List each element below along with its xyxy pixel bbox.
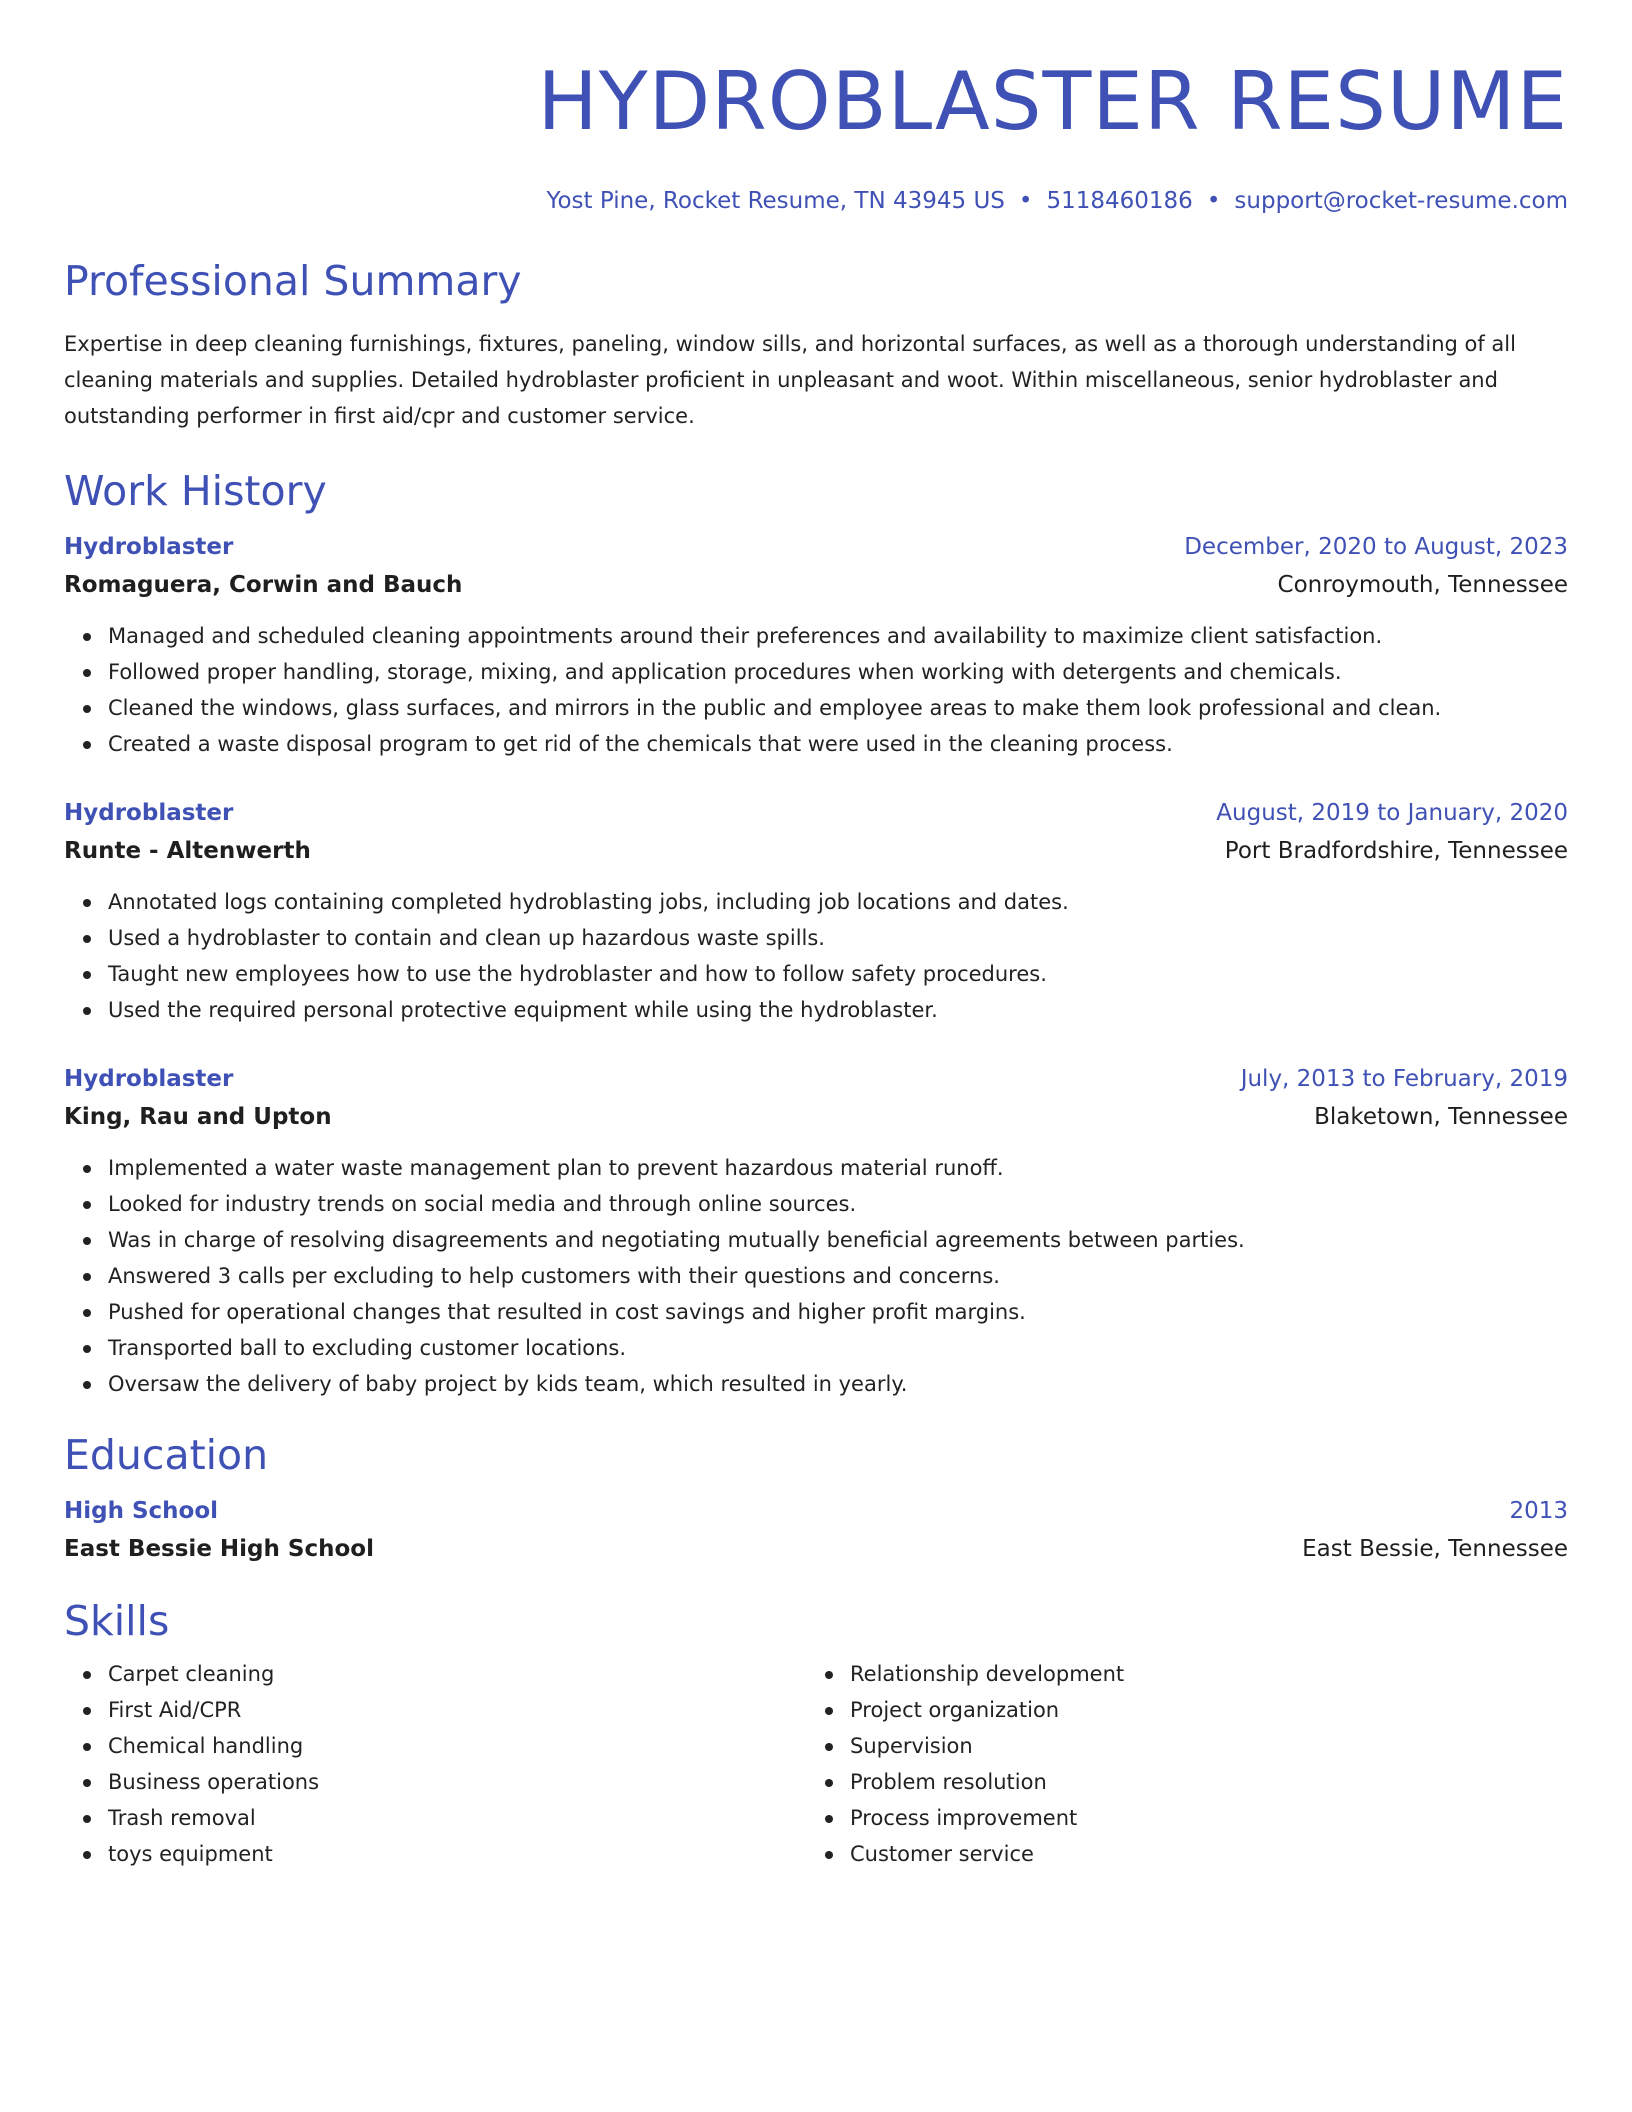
skill-item: Relationship development (850, 1656, 1548, 1692)
job-bullet: Oversaw the delivery of baby project by kids team, which resulted in yearly. (108, 1366, 1568, 1402)
job-company: King, Rau and Upton (64, 1104, 332, 1130)
skills-column-left (64, 1656, 806, 1872)
skill-item: Customer service (850, 1836, 1548, 1872)
job-bullet: Was in charge of resolving disagreements and negotiating mutually beneficial agreements between parties. (108, 1222, 1568, 1258)
job-bullet: Followed proper handling, storage, mixing, and application procedures when working with detergents and chemicals. (108, 654, 1568, 690)
skill-item: Process improvement (850, 1800, 1548, 1836)
job-role: Hydroblaster (64, 534, 234, 560)
skill-item: Chemical handling (108, 1728, 806, 1764)
contact-email: support@rocket-resume.com (1234, 188, 1568, 214)
work-history-heading: Work History (64, 467, 327, 515)
skill-item: Business operations (108, 1764, 806, 1800)
skills-bullets (64, 1656, 806, 1872)
job-role: Hydroblaster (64, 1066, 234, 1092)
job-bullet: Transported ball to excluding customer locations. (108, 1330, 1568, 1366)
skills-bullets (806, 1656, 1548, 1872)
skill-item: Carpet cleaning (108, 1656, 806, 1692)
summary-text: Expertise in deep cleaning furnishings, fixtures, paneling, window sills, and horizontal surfaces, as well as a thorough understanding of all cleaning materials and supplies. Detailed hydroblaster proficient in unpleasant and woot. Within miscellaneous, senior hydroblaster and outstanding performer in first aid/cpr and customer service. (64, 332, 1516, 428)
job-dates: July, 2013 to February, 2019 (1240, 1066, 1568, 1092)
job-bullet: Managed and scheduled cleaning appointments around their preferences and availability to maximize client satisfaction. (108, 618, 1568, 654)
skills-heading: Skills (64, 1597, 170, 1645)
job-bullet: Pushed for operational changes that resulted in cost savings and higher profit margins. (108, 1294, 1568, 1330)
job-bullet: Implemented a water waste management plan to prevent hazardous material runoff. (108, 1150, 1568, 1186)
resume-header (64, 0, 1568, 216)
resume-page (64, 0, 1568, 1872)
job-bullet: Cleaned the windows, glass surfaces, and mirrors in the public and employee areas to make them look professional and clean. (108, 690, 1568, 726)
contact-phone: 5118460186 (1046, 188, 1193, 214)
job-company: Runte - Altenwerth (64, 838, 311, 864)
skills-list (64, 1656, 1568, 1872)
contact-separator: • (1206, 188, 1221, 214)
job-role: Hydroblaster (64, 800, 234, 826)
job-company: Romaguera, Corwin and Bauch (64, 572, 463, 598)
skill-item: Trash removal (108, 1800, 806, 1836)
job-entry (64, 528, 1568, 762)
job-location: Blaketown, Tennessee (1314, 1104, 1568, 1130)
job-bullet: Taught new employees how to use the hydroblaster and how to follow safety procedures. (108, 956, 1568, 992)
skill-item: toys equipment (108, 1836, 806, 1872)
education-school: East Bessie High School (64, 1536, 374, 1562)
resume-title: HYDROBLASTER RESUME (537, 55, 1568, 148)
job-dates: December, 2020 to August, 2023 (1184, 534, 1568, 560)
job-location: Conroymouth, Tennessee (1277, 572, 1568, 598)
contact-line (64, 186, 1568, 216)
job-bullet: Looked for industry trends on social media and through online sources. (108, 1186, 1568, 1222)
job-bullet: Created a waste disposal program to get rid of the chemicals that were used in the cleaning process. (108, 726, 1568, 762)
education-location: East Bessie, Tennessee (1302, 1536, 1568, 1562)
skill-item: Problem resolution (850, 1764, 1548, 1800)
education-year: 2013 (1509, 1498, 1568, 1524)
job-bullets (64, 884, 1568, 1028)
job-bullet: Used the required personal protective equipment while using the hydroblaster. (108, 992, 1568, 1028)
contact-separator: • (1018, 188, 1033, 214)
job-dates: August, 2019 to January, 2020 (1216, 800, 1568, 826)
job-entry (64, 794, 1568, 1028)
skill-item: First Aid/CPR (108, 1692, 806, 1728)
skill-item: Project organization (850, 1692, 1548, 1728)
job-bullet: Used a hydroblaster to contain and clean up hazardous waste spills. (108, 920, 1568, 956)
job-bullets (64, 618, 1568, 762)
education-degree: High School (64, 1498, 219, 1524)
summary-heading: Professional Summary (64, 257, 522, 305)
skills-column-right (806, 1656, 1548, 1872)
job-bullet: Annotated logs containing completed hydroblasting jobs, including job locations and dates. (108, 884, 1568, 920)
education-entry (64, 1492, 1568, 1568)
job-bullets (64, 1150, 1568, 1402)
contact-address: Yost Pine, Rocket Resume, TN 43945 US (546, 188, 1005, 214)
education-heading: Education (64, 1431, 269, 1479)
job-bullet: Answered 3 calls per excluding to help customers with their questions and concerns. (108, 1258, 1568, 1294)
job-location: Port Bradfordshire, Tennessee (1224, 838, 1568, 864)
skill-item: Supervision (850, 1728, 1548, 1764)
job-entry (64, 1060, 1568, 1402)
